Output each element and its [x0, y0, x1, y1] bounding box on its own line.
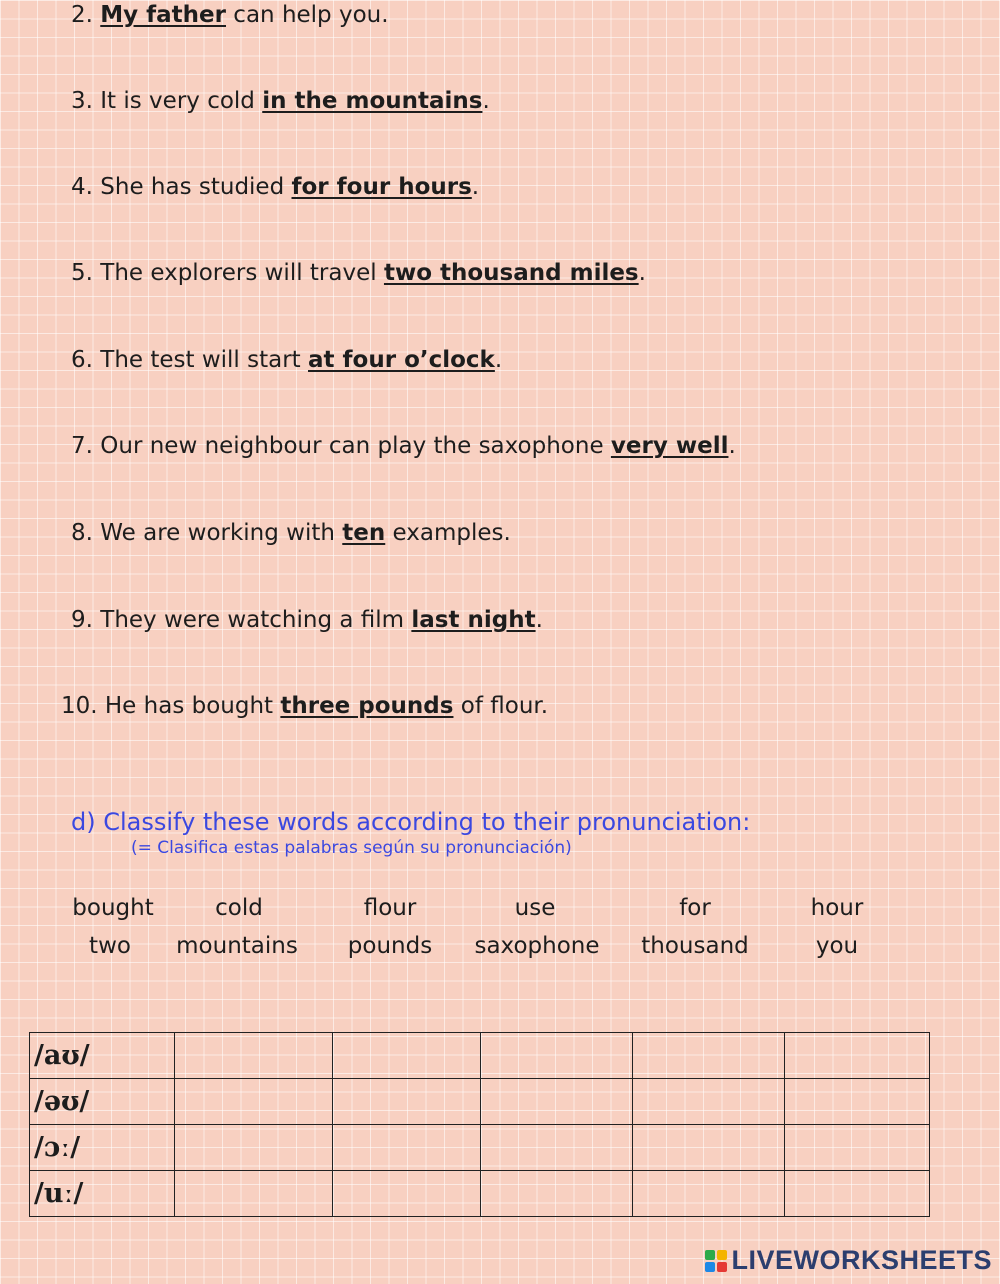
- table-row: [30, 1171, 930, 1217]
- logo-square: [705, 1250, 715, 1260]
- underlined-phrase: at four o’clock: [308, 347, 495, 373]
- sentence-number: 2.: [71, 2, 93, 28]
- underlined-phrase: three pounds: [280, 693, 454, 719]
- answer-cell[interactable]: [785, 1033, 930, 1079]
- sentence-text-before: It is very cold: [100, 88, 263, 114]
- table-row: [30, 1079, 930, 1125]
- answer-cell[interactable]: [175, 1079, 333, 1125]
- sentence-7: [71, 431, 736, 461]
- brand-name: LIVEWORKSHEETS: [731, 1245, 992, 1275]
- answer-cell[interactable]: [481, 1125, 633, 1171]
- sound-label: /əʊ/: [30, 1079, 175, 1125]
- answer-cell[interactable]: [333, 1033, 481, 1079]
- sentence-5: [71, 258, 646, 288]
- sentence-text-after: can help you.: [226, 2, 389, 28]
- answer-cell[interactable]: [333, 1125, 481, 1171]
- sentence-8: [71, 518, 511, 548]
- section-subheading: (= Clasifica estas palabras según su pronunciación): [131, 838, 572, 858]
- sentence-text-before: We are working with: [100, 520, 343, 546]
- sentence-9: [71, 605, 543, 635]
- underlined-phrase: in the mountains: [262, 88, 483, 114]
- sentence-text-after: .: [638, 260, 646, 286]
- word-bank-item: pounds: [347, 933, 433, 959]
- sentence-number: 9.: [71, 607, 93, 633]
- sentence-10: [61, 691, 548, 721]
- answer-cell[interactable]: [633, 1079, 785, 1125]
- sound-label: /ɔː/: [30, 1125, 175, 1171]
- word-bank-item: flour: [363, 895, 417, 921]
- sentence-text-before: The explorers will travel: [100, 260, 384, 286]
- sentence-text-before: Our new neighbour can play the saxophone: [100, 433, 611, 459]
- word-bank-item: use: [514, 895, 556, 921]
- answer-cell[interactable]: [333, 1079, 481, 1125]
- sentence-text-after: .: [494, 347, 503, 373]
- answer-cell[interactable]: [481, 1079, 633, 1125]
- logo-icon: [705, 1250, 727, 1272]
- answer-cell[interactable]: [481, 1171, 633, 1217]
- section-heading: d) Classify these words according to their pronunciation:: [71, 808, 751, 836]
- sentence-text-after: .: [728, 433, 736, 459]
- underlined-phrase: for four hours: [291, 174, 472, 200]
- word-bank-item: for: [679, 895, 711, 921]
- sound-label: /uː/: [30, 1171, 175, 1217]
- underlined-phrase: two thousand miles: [383, 260, 639, 286]
- sentence-text-after: of flour.: [453, 693, 549, 719]
- underlined-phrase: last night: [411, 607, 536, 633]
- sentence-2: [71, 0, 389, 30]
- sentence-text-after: examples.: [385, 520, 511, 546]
- answer-cell[interactable]: [785, 1171, 930, 1217]
- answer-cell[interactable]: [175, 1171, 333, 1217]
- sentence-4: [71, 172, 479, 202]
- sentence-text-before: They were watching a film: [100, 607, 412, 633]
- word-bank-item: saxophone: [474, 933, 600, 959]
- sentence-text-before: She has studied: [100, 174, 292, 200]
- answer-cell[interactable]: [785, 1079, 930, 1125]
- sentence-number: 10.: [61, 693, 98, 719]
- sentence-number: 5.: [71, 260, 93, 286]
- word-bank-item: bought: [72, 895, 154, 921]
- answer-cell[interactable]: [481, 1033, 633, 1079]
- sentence-3: [71, 86, 490, 116]
- sentence-number: 4.: [71, 174, 93, 200]
- word-bank-item: thousand: [641, 933, 749, 959]
- sentence-number: 8.: [71, 520, 93, 546]
- sentence-text-after: .: [471, 174, 480, 200]
- word-bank-item: you: [815, 933, 859, 959]
- word-bank-item: cold: [215, 895, 263, 921]
- sentence-6: [71, 345, 502, 375]
- sound-label: /aʊ/: [30, 1033, 175, 1079]
- liveworksheets-logo: [705, 1245, 992, 1276]
- sentence-number: 7.: [71, 433, 93, 459]
- logo-square: [717, 1250, 727, 1260]
- answer-cell[interactable]: [633, 1171, 785, 1217]
- word-bank-item: hour: [810, 895, 864, 921]
- answer-cell[interactable]: [175, 1033, 333, 1079]
- sentence-number: 3.: [71, 88, 93, 114]
- logo-square: [705, 1262, 715, 1272]
- underlined-phrase: My father: [100, 2, 226, 28]
- underlined-phrase: very well: [610, 433, 729, 459]
- answer-cell[interactable]: [175, 1125, 333, 1171]
- classification-table: [29, 1032, 930, 1217]
- word-bank-item: mountains: [176, 933, 298, 959]
- answer-cell[interactable]: [633, 1125, 785, 1171]
- underlined-phrase: ten: [342, 520, 386, 546]
- answer-cell[interactable]: [785, 1125, 930, 1171]
- word-bank-item: two: [89, 933, 131, 959]
- table-row: [30, 1125, 930, 1171]
- sentence-text-after: .: [482, 88, 490, 114]
- answer-cell[interactable]: [333, 1171, 481, 1217]
- sentence-text-before: He has bought: [104, 693, 281, 719]
- sentence-text-before: The test will start: [100, 347, 309, 373]
- table-row: [30, 1033, 930, 1079]
- logo-square: [717, 1262, 727, 1272]
- sentence-number: 6.: [71, 347, 93, 373]
- answer-cell[interactable]: [633, 1033, 785, 1079]
- sentence-text-after: .: [535, 607, 543, 633]
